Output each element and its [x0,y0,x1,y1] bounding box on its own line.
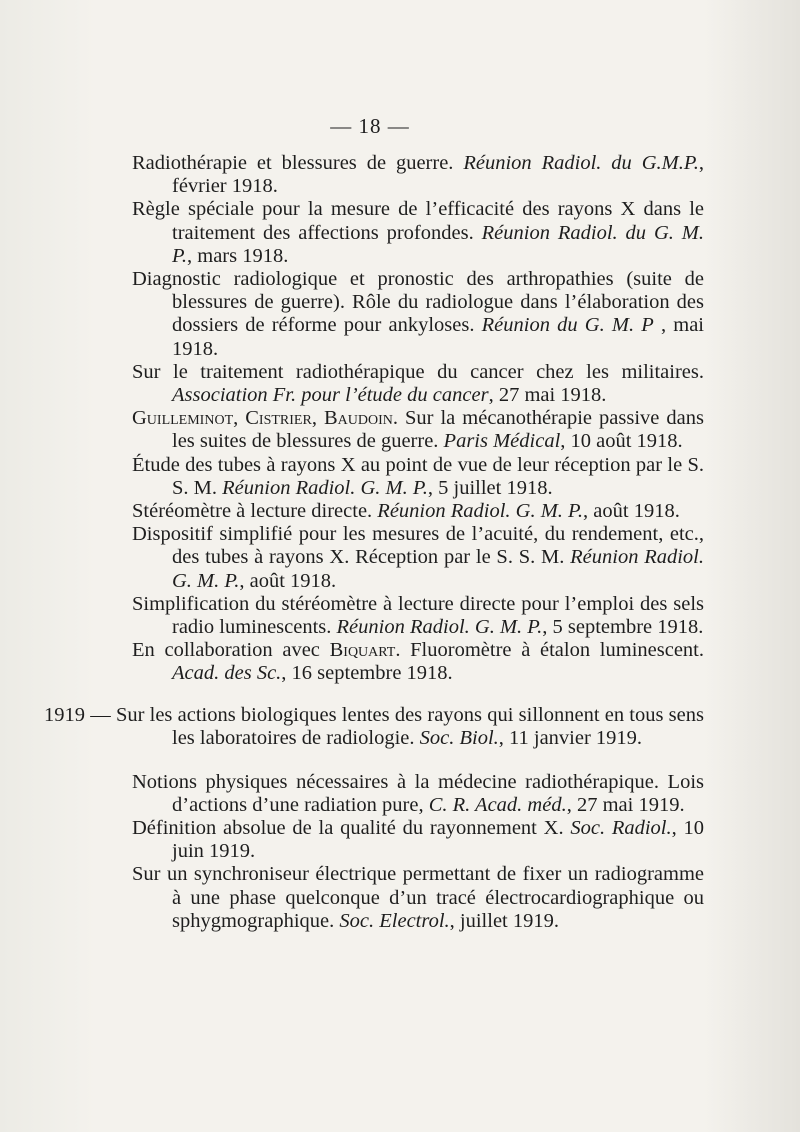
bibliography-entry: Guilleminot, Cistrier, Baudoin. Sur la mécanothérapie passive dans les suites de blessures de guerre. Paris Médical, 10 août 1918. [132,407,704,453]
bibliography-entry: En collaboration avec Biquart. Fluoromètre à étalon luminescent. Acad. des Sc., 16 septembre 1918. [132,639,704,685]
bibliography-entry: Définition absolue de la qualité du rayonnement X. Soc. Radiol., 10 juin 1919. [132,816,705,863]
bibliography-entry: Règle spéciale pour la mesure de l’efficacité des rayons X dans le traitement des affections profondes. Réunion Radiol. du G. M. P., mars 1918. [132,198,704,267]
bibliography-entry-year-heading: 1919 — Sur les actions biologiques lentes des rayons qui sillonnent en tous sens les laboratoires de radiologie. Soc. Biol., 11 janvier 1919. [44,703,704,749]
bibliography-entry: Radiothérapie et blessures de guerre. Réunion Radiol. du G.M.P., février 1918. [132,152,704,198]
bibliography-body [44,152,704,933]
bibliography-entry: Simplification du stéréomètre à lecture directe pour l’emploi des sels radio luminescents. Réunion Radiol. G. M. P., 5 septembre 1918. [132,592,704,639]
author-names: Biquart [329,639,396,662]
page-number: — 18 — [330,114,410,138]
bibliography-entry: Diagnostic radiologique et pronostic des arthropathies (suite de blessures de guerre). Rôle du radiologue dans l’élaboration des dossiers de réforme pour ankyloses. Réunion du G. M. P , mai 1918. [132,268,704,360]
bibliography-entry: Sur un synchroniseur électrique permettant de fixer un radiogramme à une phase quelconque d’un tracé électrocardiographique ou sphygmographique. Soc. Electrol., juillet 1919. [132,863,704,932]
author-names: Guilleminot, Cistrier, Baudoin. [132,407,398,430]
bibliography-entry: Stéréomètre à lecture directe. Réunion Radiol. G. M. P., août 1918. [132,500,680,523]
bibliography-entry: Notions physiques nécessaires à la médecine radiothérapique. Lois d’actions d’une radiation pure, C. R. Acad. méd., 27 mai 1919. [132,770,704,816]
bibliography-entry: Dispositif simplifié pour les mesures de l’acuité, du rendement, etc., des tubes à rayons X. Réception par le S. S. M. Réunion Radiol. G. M. P., août 1918. [132,523,704,592]
year-label: 1919 — [44,703,111,726]
bibliography-entry: Étude des tubes à rayons X au point de vue de leur réception par le S. S. M. Réunion Radiol. G. M. P., 5 juillet 1918. [132,453,704,499]
bibliography-entry: Sur le traitement radiothérapique du cancer chez les militaires. Association Fr. pour l’étude du cancer, 27 mai 1918. [132,360,704,407]
